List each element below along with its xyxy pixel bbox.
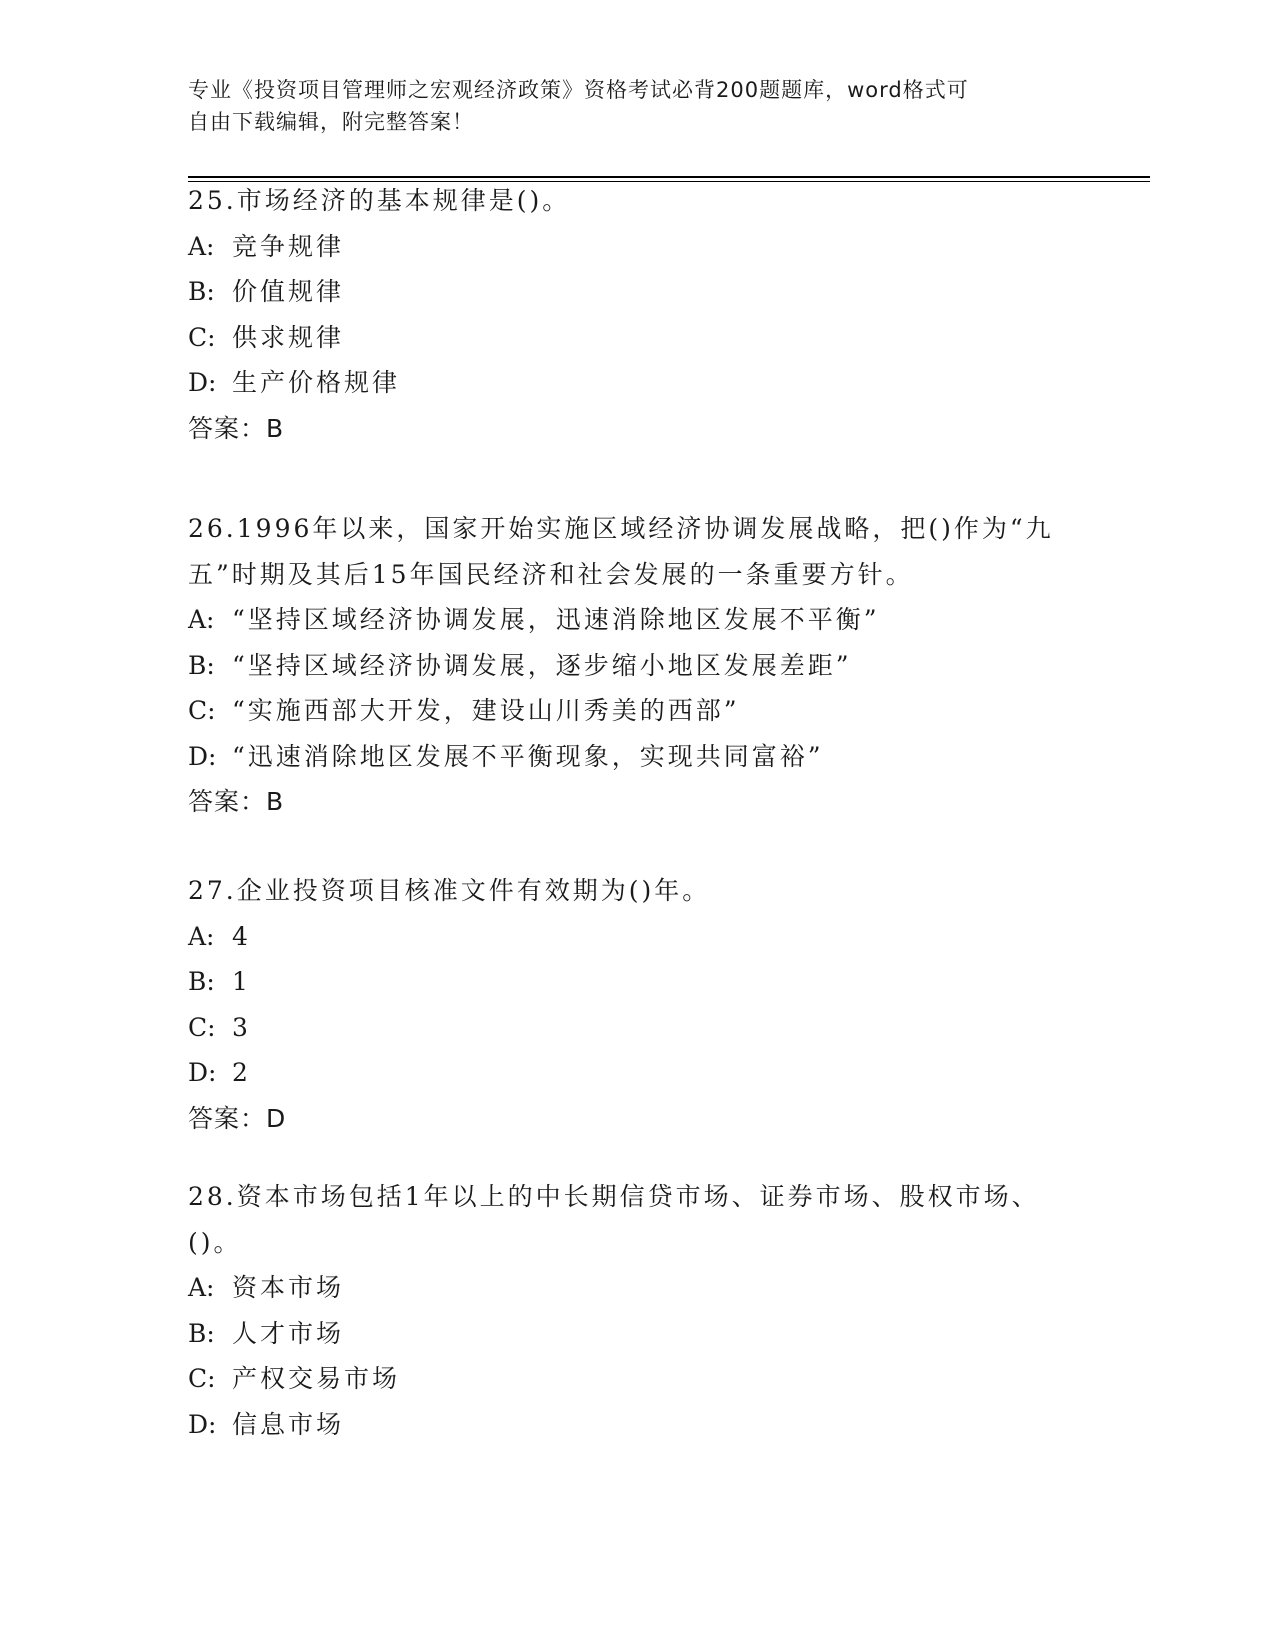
option-key: C: [188,322,216,352]
option-b [188,643,1078,689]
option-text: 人才市场 [232,1318,345,1348]
question-stem-line-2: ()。 [188,1227,242,1257]
question-stem-line-2: 五”时期及其后15年国民经济和社会发展的一条重要方针。 [188,559,914,589]
option-c [188,1005,1078,1051]
option-key: A: [188,1273,215,1302]
option-b [188,269,1078,315]
option-d [188,360,1078,406]
option-text: 供求规律 [232,322,345,352]
option-c [188,315,1078,361]
question-stem: 25.市场经济的基本规律是()。 [188,186,571,215]
option-text: 1 [232,967,251,996]
option-key: B: [188,1318,215,1348]
option-text: “坚持区域经济协调发展，逐步缩小地区发展差距” [232,650,852,680]
option-c [188,1356,1078,1402]
option-key: C: [188,1012,216,1042]
option-key: D: [188,1058,217,1087]
question-25 [188,178,1078,451]
question-26 [188,506,1078,825]
option-key: A: [188,605,215,634]
option-text: 4 [232,921,251,951]
option-text: “实施西部大开发，建设山川秀美的西部” [232,696,740,725]
option-text: 生产价格规律 [232,368,401,397]
question-stem: 27.企业投资项目核准文件有效期为()年。 [188,876,711,905]
question-stem-line-1: 26.1996年以来，国家开始实施区域经济协调发展战略，把()作为“九 [188,514,1054,543]
option-key: C: [188,1364,216,1393]
option-key: B: [188,650,215,680]
option-key: C: [188,696,216,725]
answer: 答案：D [188,1103,287,1133]
option-key: B: [188,967,215,996]
answer: 答案：B [188,787,285,816]
option-text: 信息市场 [232,1409,345,1439]
header-line-2: 自由下载编辑，附完整答案！ [188,110,474,134]
option-text: “迅速消除地区发展不平衡现象，实现共同富裕” [232,741,824,771]
option-key: B: [188,277,215,306]
option-key: D: [188,741,217,771]
option-a [188,597,1078,643]
option-c [188,688,1078,734]
option-text: 产权交易市场 [232,1364,401,1393]
option-d [188,1402,1078,1448]
answer: 答案：B [188,413,285,443]
option-b [188,1311,1078,1357]
option-key: D: [188,1409,217,1439]
question-stem-line-1: 28.资本市场包括1年以上的中长期信贷市场、证券市场、股权市场、 [188,1182,1040,1211]
option-text: 3 [232,1012,251,1042]
option-b [188,959,1078,1005]
option-a [188,1265,1078,1311]
option-key: A: [188,921,215,951]
option-text: 竞争规律 [232,231,345,261]
document-header [188,74,1078,138]
option-a [188,224,1078,270]
option-text: 2 [232,1058,251,1087]
question-27 [188,868,1078,1141]
option-text: 价值规律 [232,277,345,306]
header-line-1: 专业《投资项目管理师之宏观经济政策》资格考试必背200题题库，word格式可 [188,78,969,102]
option-d [188,1050,1078,1096]
question-28 [188,1174,1078,1447]
option-key: D: [188,368,217,397]
option-a [188,914,1078,960]
option-d [188,734,1078,780]
option-key: A: [188,231,215,261]
option-text: 资本市场 [232,1273,345,1302]
option-text: “坚持区域经济协调发展，迅速消除地区发展不平衡” [232,605,880,634]
